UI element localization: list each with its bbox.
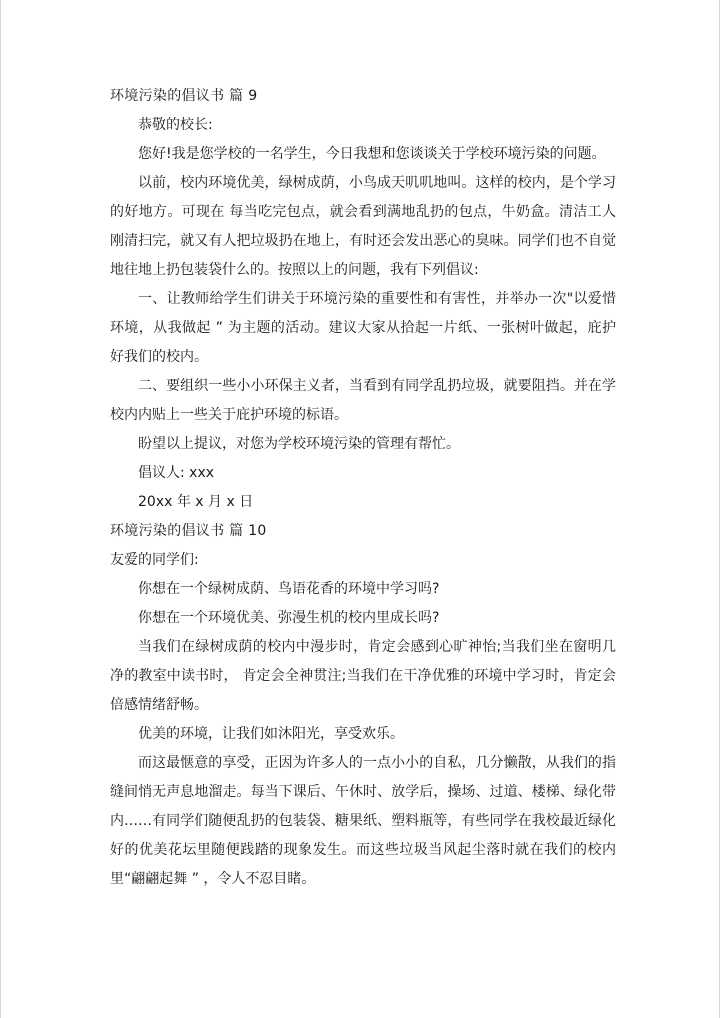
section-10-paragraph: 而这最惬意的享受，正因为许多人的一点小小的自私，几分懒散，从我们的指缝间悄无声息地溜走。每当下课后、午休时、放学后，操场、过道、楼梯、绿化带内……有同学们随便乱扔的包装袋、糖果纸、塑料瓶等，有些同学在我校最近绿化好的优美花坛里随便践踏的现象发生。而这些垃圾当风起尘落时就在我们的校内里“翩翩起舞 ” ，令人不忍目睹。 xyxy=(110,755,616,887)
section-10-paragraph: 你想在一个环境优美、弥漫生机的校内里成长吗? xyxy=(138,610,440,626)
section-9-date: 20xx 年 x 月 x 日 xyxy=(138,494,254,510)
document-body xyxy=(110,82,616,894)
section-9-paragraph: 您好!我是您学校的一名学生，今日我想和您谈谈关于学校环境污染的问题。 xyxy=(138,146,606,162)
section-9-paragraph: 盼望以上提议，对您为学校环境污染的管理有帮忙。 xyxy=(138,436,460,452)
section-9-salutation: 恭敬的校长: xyxy=(138,117,213,133)
section-9-paragraph: 二、要组织一些小小环保主义者，当看到有同学乱扔垃圾，就要阻挡。并在学校内内贴上一些关于庇护环境的标语。 xyxy=(110,378,616,423)
section-10-paragraph: 当我们在绿树成荫的校内中漫步时，肯定会感到心旷神怡;当我们坐在窗明几净的教室中读书时， 肯定会全神贯注;当我们在干净优雅的环境中学习时，肯定会倍感情绪舒畅。 xyxy=(110,639,616,713)
section-10-heading: 环境污染的倡议书 篇 10 xyxy=(110,523,267,539)
section-10-salutation: 友爱的同学们: xyxy=(110,552,199,568)
section-9-paragraph: 一、让教师给学生们讲关于环境污染的重要性和有害性，并举办一次"以爱惜环境，从我做起 ” 为主题的活动。建议大家从拾起一片纸、一张树叶做起，庇护好我们的校内。 xyxy=(110,291,616,365)
section-9-heading: 环境污染的倡议书 篇 9 xyxy=(110,88,258,104)
section-10-paragraph: 你想在一个绿树成荫、鸟语花香的环境中学习吗? xyxy=(138,581,440,597)
section-10-paragraph: 优美的环境，让我们如沐阳光，享受欢乐。 xyxy=(138,726,404,742)
section-9-paragraph: 以前，校内环境优美，绿树成荫，小鸟成天叽叽地叫。这样的校内，是个学习的好地方。可现在 每当吃完包点，就会看到满地乱扔的包点，牛奶盒。清洁工人刚清扫完，就又有人把垃圾扔在地上，有时还会发出恶心的臭味。同学们也不自觉地往地上扔包装袋什么的。按照以上的问题，我有下列倡议: xyxy=(110,175,616,278)
section-9-signature: 倡议人: xxx xyxy=(138,465,215,481)
